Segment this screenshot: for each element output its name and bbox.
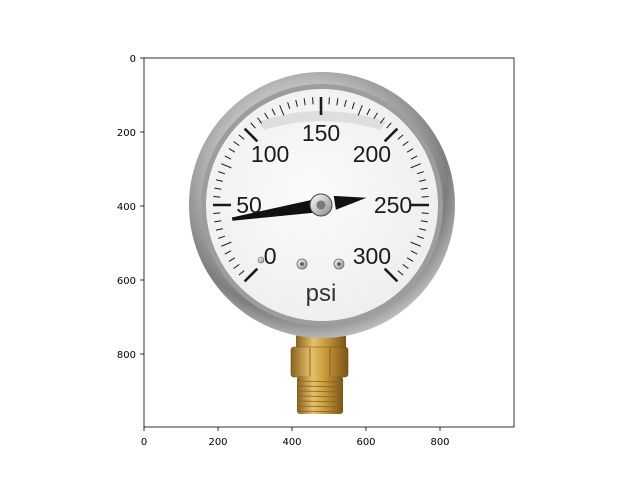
scale-label-100: 100 <box>250 141 290 168</box>
minor-tick <box>329 97 330 104</box>
x-tick-label: 400 <box>282 437 302 448</box>
y-axis <box>117 54 144 361</box>
stop-pin <box>258 257 264 263</box>
minor-tick <box>422 197 429 198</box>
x-axis <box>141 427 450 448</box>
scale-label-150: 150 <box>301 120 341 146</box>
scale-label-0: 0 <box>263 242 277 269</box>
minor-tick <box>422 213 429 214</box>
y-tick-label: 400 <box>116 202 136 213</box>
minor-tick <box>213 197 220 198</box>
minor-tick <box>313 97 314 104</box>
scale-label-250: 250 <box>373 192 413 218</box>
x-tick-label: 200 <box>208 437 228 448</box>
x-tick-label: 600 <box>356 437 376 448</box>
needle-hub-center <box>317 201 326 210</box>
brass-fitting <box>291 334 348 414</box>
y-tick-label: 0 <box>129 54 136 65</box>
y-tick-label: 800 <box>116 350 136 361</box>
x-tick-label: 0 <box>140 437 148 448</box>
scale-label-200: 200 <box>352 141 392 168</box>
scale-label-50: 50 <box>236 192 262 218</box>
unit-label: psi <box>305 280 337 307</box>
x-tick-label: 800 <box>430 437 450 448</box>
y-tick-label: 200 <box>116 128 136 139</box>
y-tick-label: 600 <box>116 276 136 287</box>
minor-tick <box>213 213 220 214</box>
scale-label-300: 300 <box>352 242 392 269</box>
